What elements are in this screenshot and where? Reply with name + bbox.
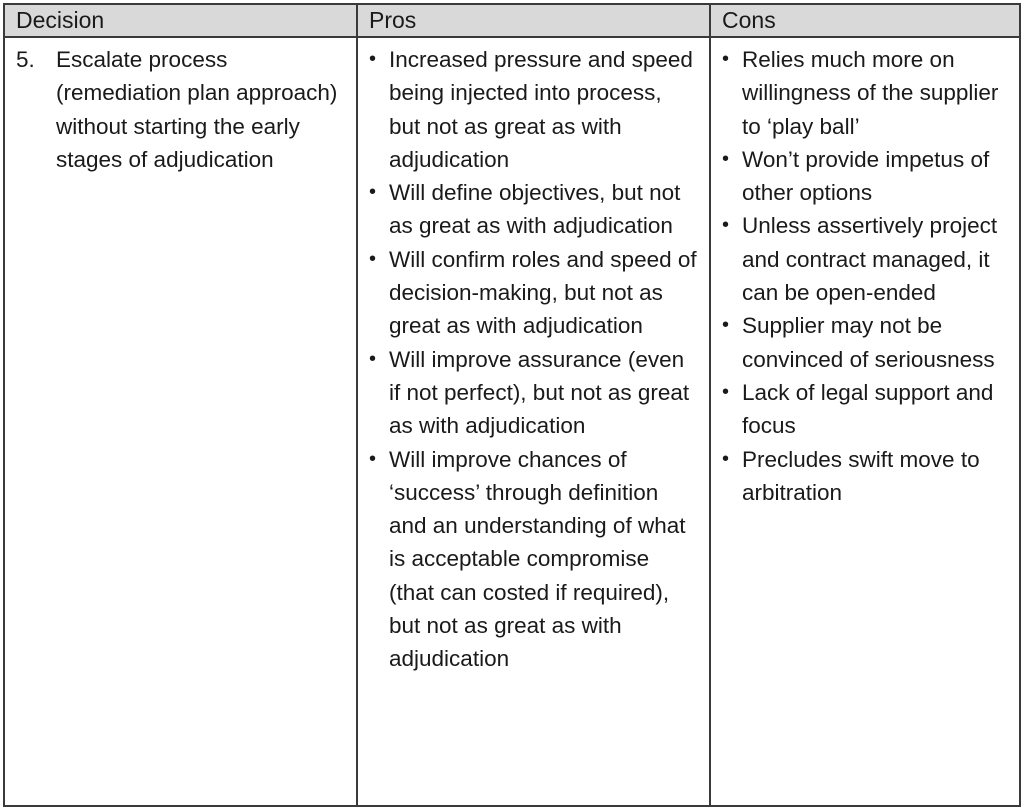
decision-item [16, 43, 346, 176]
list-item [369, 343, 699, 443]
cons-cell [710, 37, 1020, 806]
pros-item-text: Will improve assurance (even if not perfect), but not as great as with adjudication [389, 346, 690, 439]
list-item [369, 443, 699, 676]
decision-cell [4, 37, 357, 806]
list-item [722, 209, 1009, 309]
cons-item-text: Precludes swift move to arbitration [742, 446, 980, 505]
list-item [369, 243, 699, 343]
decision-number: 5. [16, 47, 35, 72]
table-row [4, 37, 1020, 806]
bullet-icon: • [722, 447, 730, 470]
pros-list [369, 43, 699, 676]
bullet-icon: • [722, 147, 730, 170]
bullet-icon: • [722, 314, 730, 337]
cons-item-text: Lack of legal support and focus [742, 379, 994, 439]
bullet-icon: • [369, 347, 377, 370]
list-item [722, 43, 1009, 143]
pros-item-text: Will improve chances of ‘success’ through definition and an understanding of what is acceptable compromise (that can costed if required), but not as great as with adjudication [389, 446, 686, 672]
bullet-icon: • [369, 48, 377, 70]
cons-item-text: Unless assertively project and contract managed, it can be open-ended [742, 213, 998, 306]
bullet-icon: • [369, 247, 377, 270]
pros-cell [357, 37, 710, 806]
list-item [722, 376, 1009, 443]
decision-text: Escalate process (remediation plan approach) without starting the early stages of adjudication [56, 47, 338, 172]
table-header-row [4, 4, 1020, 37]
pros-item-text: Will confirm roles and speed of decision-making, but not as great as with adjudication [389, 246, 697, 339]
list-item [722, 143, 1009, 210]
decision-table [3, 3, 1021, 807]
cons-item-text: Relies much more on willingness of the supplier to ‘play ball’ [742, 47, 999, 139]
cons-item-text: Supplier may not be convinced of seriousness [742, 313, 995, 372]
header-cons: Cons [710, 4, 1020, 37]
bullet-icon: • [369, 181, 377, 204]
cons-item-text: Won’t provide impetus of other options [742, 146, 990, 206]
bullet-icon: • [722, 380, 730, 403]
list-item [722, 443, 1009, 510]
list-item [369, 176, 699, 243]
bullet-icon: • [722, 214, 730, 237]
cons-list [722, 43, 1009, 509]
bullet-icon: • [722, 48, 730, 70]
list-item [369, 43, 699, 176]
header-decision: Decision [4, 4, 357, 37]
pros-item-text: Increased pressure and speed being injected into process, but not as great as with adjudication [389, 47, 693, 172]
list-item [722, 309, 1009, 376]
pros-item-text: Will define objectives, but not as great as with adjudication [389, 180, 681, 239]
header-pros: Pros [357, 4, 710, 37]
bullet-icon: • [369, 447, 377, 470]
